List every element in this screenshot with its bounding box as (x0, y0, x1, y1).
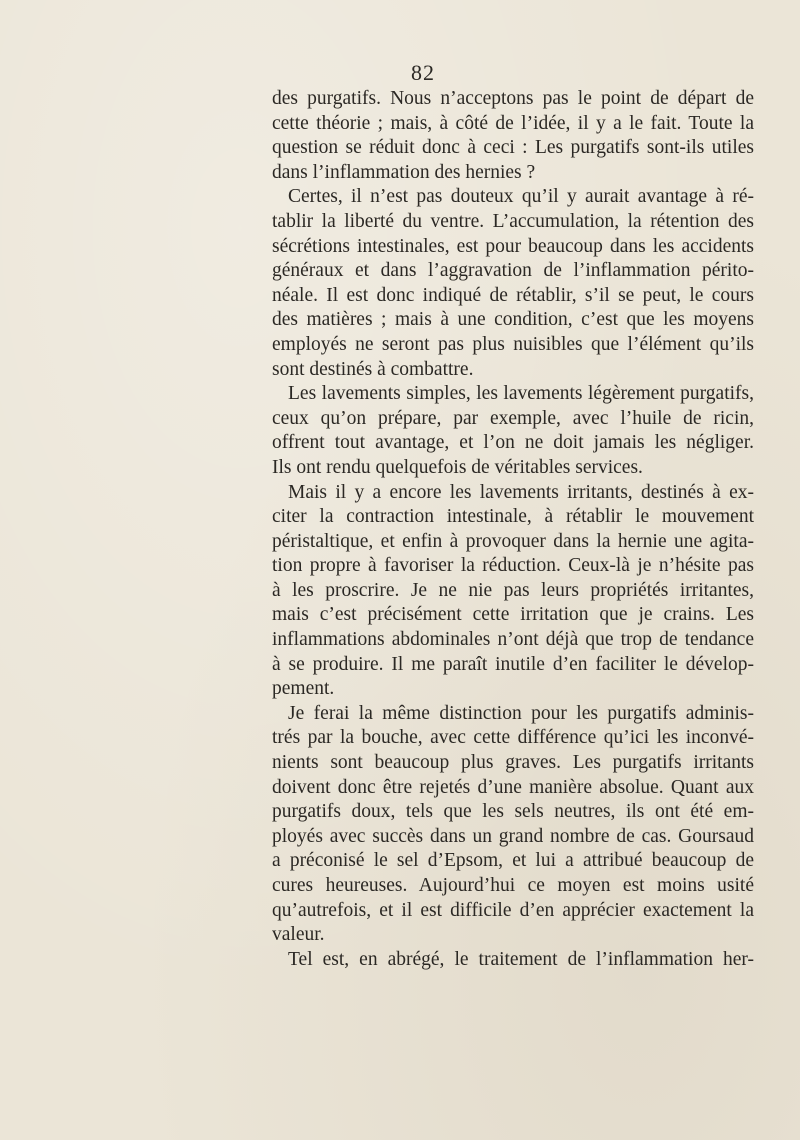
text-line: des matières ; mais à une condition, c’est que les moyens (272, 309, 754, 331)
text-line: dans l’inflammation des hernies ? (272, 161, 536, 183)
text-line: a préconisé le sel d’Epsom, et lui a attribué beaucoup de (272, 850, 754, 872)
text-line: cette théorie ; mais, à côté de l’idée, il y a le fait. Toute la (272, 112, 754, 134)
text-line: tion propre à favoriser la réduction. Ceux-là je n’hésite pas (272, 555, 754, 577)
text-line: valeur. (272, 924, 325, 946)
text-line: question se réduit donc à ceci : Les purgatifs sont-ils utiles (272, 137, 754, 159)
text-line: généraux et dans l’aggravation de l’inflammation périto- (272, 260, 754, 282)
text-line: à se produire. Il me paraît inutile d’en faciliter le dévelop- (272, 653, 754, 675)
text-line: inflammations abdominales n’ont déjà que trop de tendance (272, 629, 754, 651)
text-line: péristaltique, et enfin à provoquer dans la hernie une agita- (272, 530, 754, 552)
text-line: sécrétions intestinales, est pour beaucoup dans les accidents (272, 235, 754, 257)
text-line: qu’autrefois, et il est difficile d’en apprécier exactement la (272, 899, 754, 921)
body-text (272, 87, 754, 972)
text-line: Les lavements simples, les lavements légèrement purgatifs, (288, 383, 754, 405)
text-line: mais c’est précisément cette irritation que je crains. Les (272, 604, 754, 626)
text-line: purgatifs doux, tels que les sels neutres, ils ont été em- (272, 801, 754, 823)
text-line: Mais il y a encore les lavements irritants, destinés à ex- (288, 481, 754, 503)
text-line: Tel est, en abrégé, le traitement de l’inflammation her- (288, 948, 754, 970)
text-line: Certes, il n’est pas douteux qu’il y aurait avantage à ré- (288, 186, 754, 208)
text-line: cures heureuses. Aujourd’hui ce moyen est moins usité (272, 875, 754, 896)
text-line: tablir la liberté du ventre. L’accumulation, la rétention des (272, 210, 754, 232)
text-line: Ils ont rendu quelquefois de véritables services. (272, 456, 643, 478)
text-line: pement. (272, 678, 335, 700)
text-line: à les proscrire. Je ne nie pas leurs propriétés irritantes, (272, 579, 754, 601)
text-line: néale. Il est donc indiqué de rétablir, s’il se peut, le cours (272, 284, 754, 306)
text-line: offrent tout avantage, et l’on ne doit jamais les négliger. (272, 432, 754, 454)
text-line: doivent donc être rejetés d’une manière absolue. Quant aux (272, 776, 754, 798)
text-line: ceux qu’on prépare, par exemple, avec l’huile de ricin, (272, 407, 754, 429)
text-line: trés par la bouche, avec cette différence qu’ici les inconvé- (272, 727, 754, 749)
text-line: ployés avec succès dans un grand nombre de cas. Goursaud (272, 825, 754, 847)
text-line: nients sont beaucoup plus graves. Les purgatifs irritants (272, 752, 754, 774)
page-number: 82 (411, 60, 435, 85)
text-line: sont destinés à combattre. (272, 358, 474, 380)
text-line: Je ferai la même distinction pour les purgatifs adminis- (288, 702, 754, 724)
text-line: employés ne seront pas plus nuisibles que l’élément qu’ils (272, 333, 754, 355)
text-line: des purgatifs. Nous n’acceptons pas le point de départ de (272, 88, 754, 109)
text-line: citer la contraction intestinale, à rétablir le mouvement (272, 506, 754, 528)
